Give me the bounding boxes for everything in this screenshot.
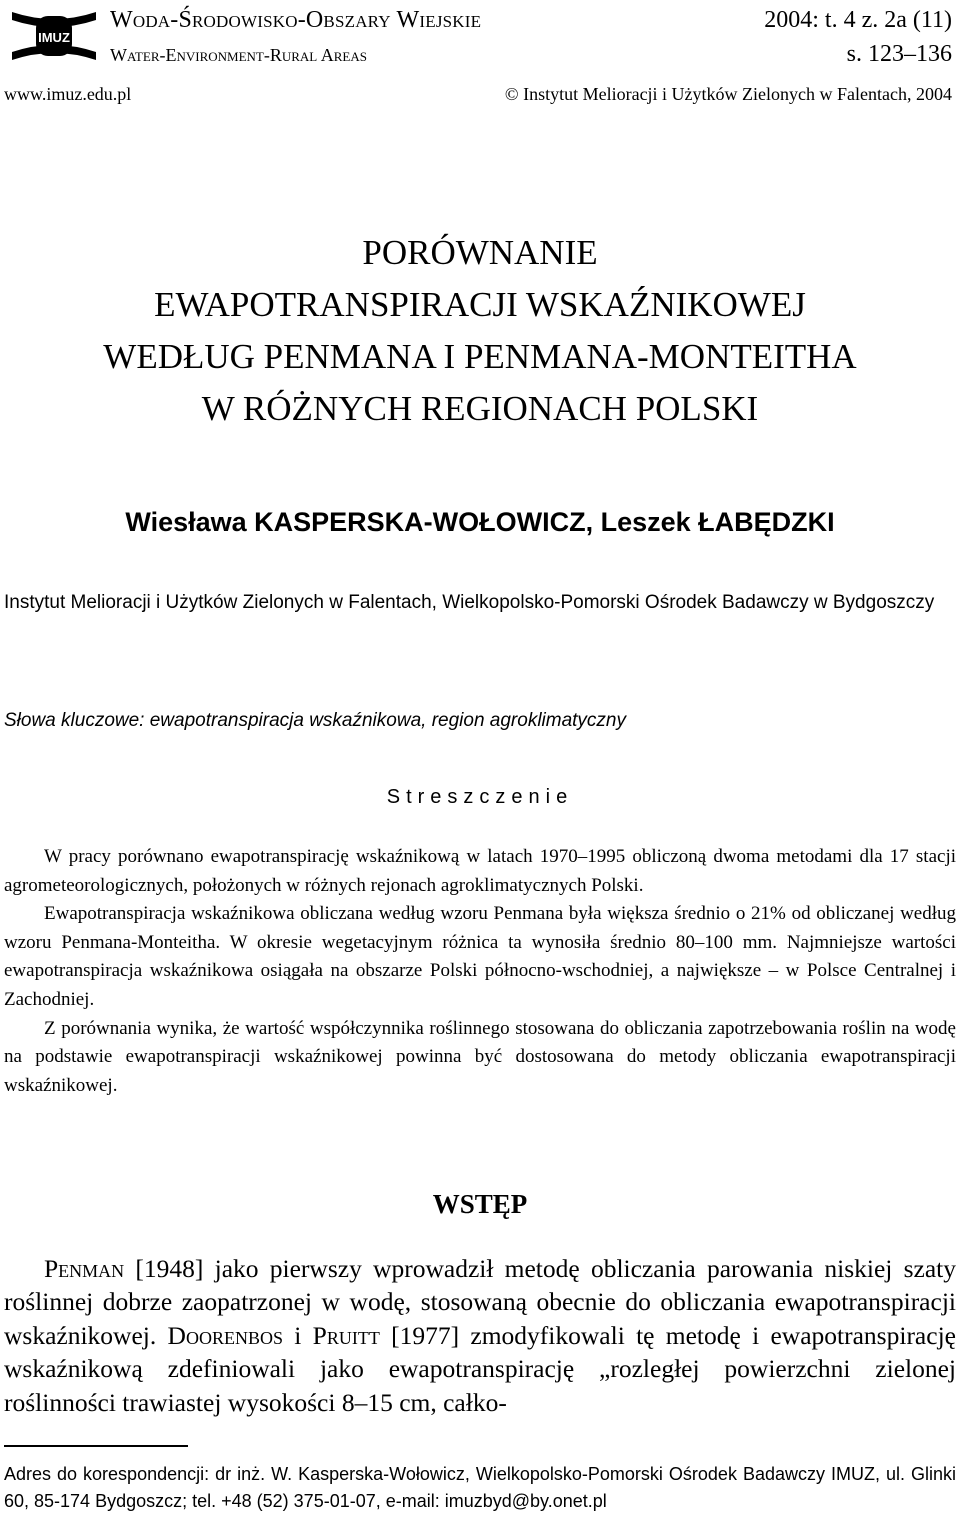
affiliation: Instytut Melioracji i Użytków Zielonych w Falentach, Wielkopolsko-Pomorski Ośrodek Badawczy w Bydgoszczy: [4, 592, 935, 613]
intro-text: [1977] zmodyfikowali tę metodę i ewapotranspirację wskaźnikową zdefiniowali jako ewapotranspirację „rozległej powierzchni zielonej roślinności trawiastej wysokości 8–15 cm, całko-: [4, 1320, 956, 1417]
cited-author: Pruitt: [312, 1320, 380, 1350]
imuz-logo: [8, 6, 100, 66]
abstract-paragraph: Z porównania wynika, że wartość współczynnika roślinnego stosowana do obliczania zapotrzebowania roślin na wodę na podstawie ewapotranspiracji wskaźnikowej powinna być dostosowana do metody obliczania ewapotranspiracji wskaźnikowej.: [4, 1017, 956, 1096]
journal-pages: s. 123–136: [846, 41, 952, 67]
title-line: PORÓWNANIE: [362, 233, 598, 272]
abstract-paragraph: Ewapotranspiracja wskaźnikowa obliczana według wzoru Penmana była większa średnio o 21% od obliczanej według wzoru Penmana-Monteitha. W okresie wegetacyjnym różnica ta wynosiła średnio 80–100 mm. Najmniejsze wartości ewapotranspiracja wskaźnikowa osiągała na obszarze Polski północno-wschodniej, a największe – w Polsce Centralnej i Zachodniej.: [4, 903, 956, 1010]
intro-paragraph: [4, 1252, 956, 1419]
correspondence-footnote: Adres do korespondencji: dr inż. W. Kasperska-Wołowicz, Wielkopolsko-Pomorski Ośrodek Badawczy IMUZ, ul. Glinki 60, 85-174 Bydgoszcz; tel. +48 (52) 375-01-07, e-mail: imuzbyd@by.onet.pl: [4, 1464, 956, 1511]
intro-text: i: [282, 1320, 313, 1350]
footnote-rule: [4, 1445, 188, 1447]
cited-author: Penman: [44, 1254, 125, 1283]
title-line: EWAPOTRANSPIRACJI WSKAŹNIKOWEJ: [154, 285, 806, 324]
abstract-paragraph: W pracy porównano ewapotranspirację wskaźnikową w latach 1970–1995 obliczoną dwoma metodami dla 17 stacji agrometeorologicznych, położonych w różnych rejonach agroklimatycznych Polski.: [4, 846, 956, 896]
abstract-heading: Streszczenie: [386, 786, 574, 808]
logo-text: IMUZ: [38, 30, 70, 45]
abstract: [4, 843, 956, 1100]
authors: Wiesława KASPERSKA-WOŁOWICZ, Leszek ŁABĘDZKI: [125, 507, 835, 537]
copyright-notice: © Instytut Melioracji i Użytków Zielonych w Falentach, 2004: [504, 84, 952, 104]
journal-title-en: Water-Environment-Rural Areas: [110, 45, 367, 65]
cited-author: Doorenbos: [167, 1320, 283, 1350]
journal-volume: 2004: t. 4 z. 2a (11): [764, 7, 952, 33]
title-line: W RÓŻNYCH REGIONACH POLSKI: [201, 389, 759, 428]
intro-text: [1948] jako pierwszy wprowadził metodę obliczania parowania niskiej szaty roślinnej dobrze zaopatrzonej w wodę, stosowaną obecnie do obliczania ewapotranspiracji wskaźnikowej.: [4, 1254, 956, 1350]
paper-title: [0, 227, 960, 435]
journal-url[interactable]: www.imuz.edu.pl: [4, 84, 132, 104]
section-heading-intro: WSTĘP: [432, 1189, 528, 1219]
journal-title-pl: Woda-Środowisko-Obszary Wiejskie: [110, 7, 482, 33]
keywords: Słowa kluczowe: ewapotranspiracja wskaźnikowa, region agroklimatyczny: [4, 710, 626, 731]
title-line: WEDŁUG PENMANA I PENMANA-MONTEITHA: [103, 337, 857, 376]
intro-body: [4, 1252, 956, 1419]
